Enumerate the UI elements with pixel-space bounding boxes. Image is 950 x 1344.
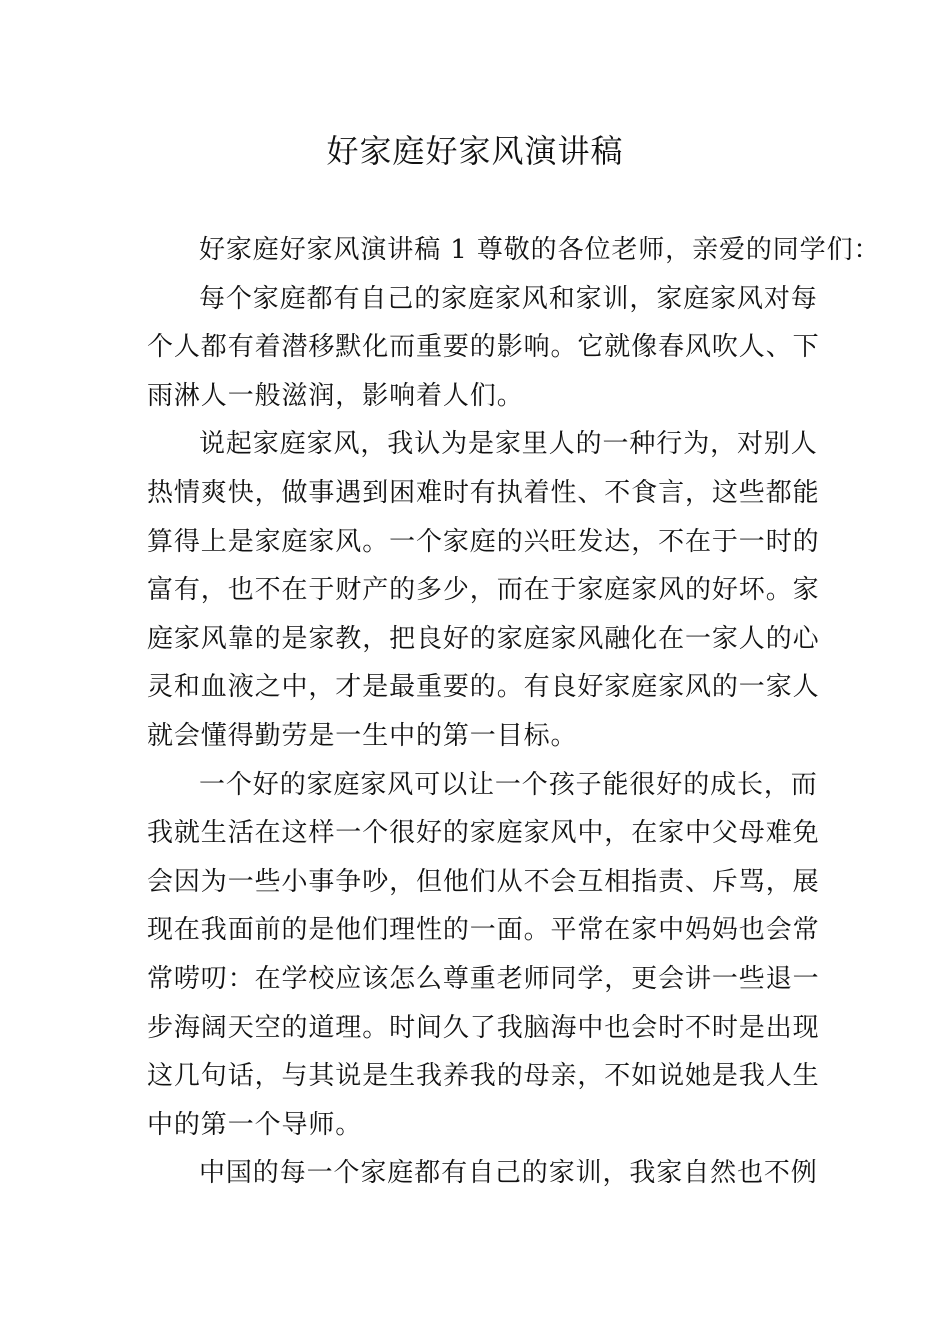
document-body	[147, 226, 881, 1198]
text-line: 会因为一些小事争吵，但他们从不会互相指责、斥骂，展	[147, 866, 820, 897]
text-line: 雨淋人一般滋润，影响着人们。	[147, 380, 524, 411]
text-line: 一个好的家庭家风可以让一个孩子能很好的成长，而	[199, 769, 818, 800]
document-title: 好家庭好家风演讲稿	[326, 132, 624, 170]
text-line: 个人都有着潜移默化而重要的影响。它就像春风吹人、下	[147, 332, 820, 363]
text-line: 就会懂得勤劳是一生中的第一目标。	[147, 720, 578, 751]
text-line: 步海阔天空的道理。时间久了我脑海中也会时不时是出现	[147, 1012, 820, 1043]
text-line: 富有，也不在于财产的多少，而在于家庭家风的好坏。家	[147, 575, 820, 606]
text-line: 庭家风靠的是家教，把良好的家庭家风融化在一家人的心	[147, 623, 820, 654]
text-line: 中国的每一个家庭都有自己的家训，我家自然也不例	[199, 1158, 818, 1189]
text-line: 算得上是家庭家风。一个家庭的兴旺发达，不在于一时的	[147, 526, 820, 557]
text-line: 好家庭好家风演讲稿 1 尊敬的各位老师，亲爱的同学们：	[199, 235, 881, 265]
text-line: 每个家庭都有自己的家庭家风和家训，家庭家风对每	[199, 283, 818, 314]
text-line: 说起家庭家风，我认为是家里人的一种行为，对别人	[199, 429, 818, 460]
text-line: 我就生活在这样一个很好的家庭家风中，在家中父母难免	[147, 818, 820, 849]
text-line: 中的第一个导师。	[147, 1109, 363, 1140]
text-line: 常唠叨：在学校应该怎么尊重老师同学，更会讲一些退一	[147, 963, 820, 994]
text-line: 现在我面前的是他们理性的一面。平常在家中妈妈也会常	[147, 915, 820, 946]
text-line: 这几句话，与其说是生我养我的母亲，不如说她是我人生	[147, 1061, 820, 1092]
text-line: 热情爽快，做事遇到困难时有执着性、不食言，这些都能	[147, 477, 820, 508]
text-line: 灵和血液之中，才是最重要的。有良好家庭家风的一家人	[147, 672, 820, 703]
